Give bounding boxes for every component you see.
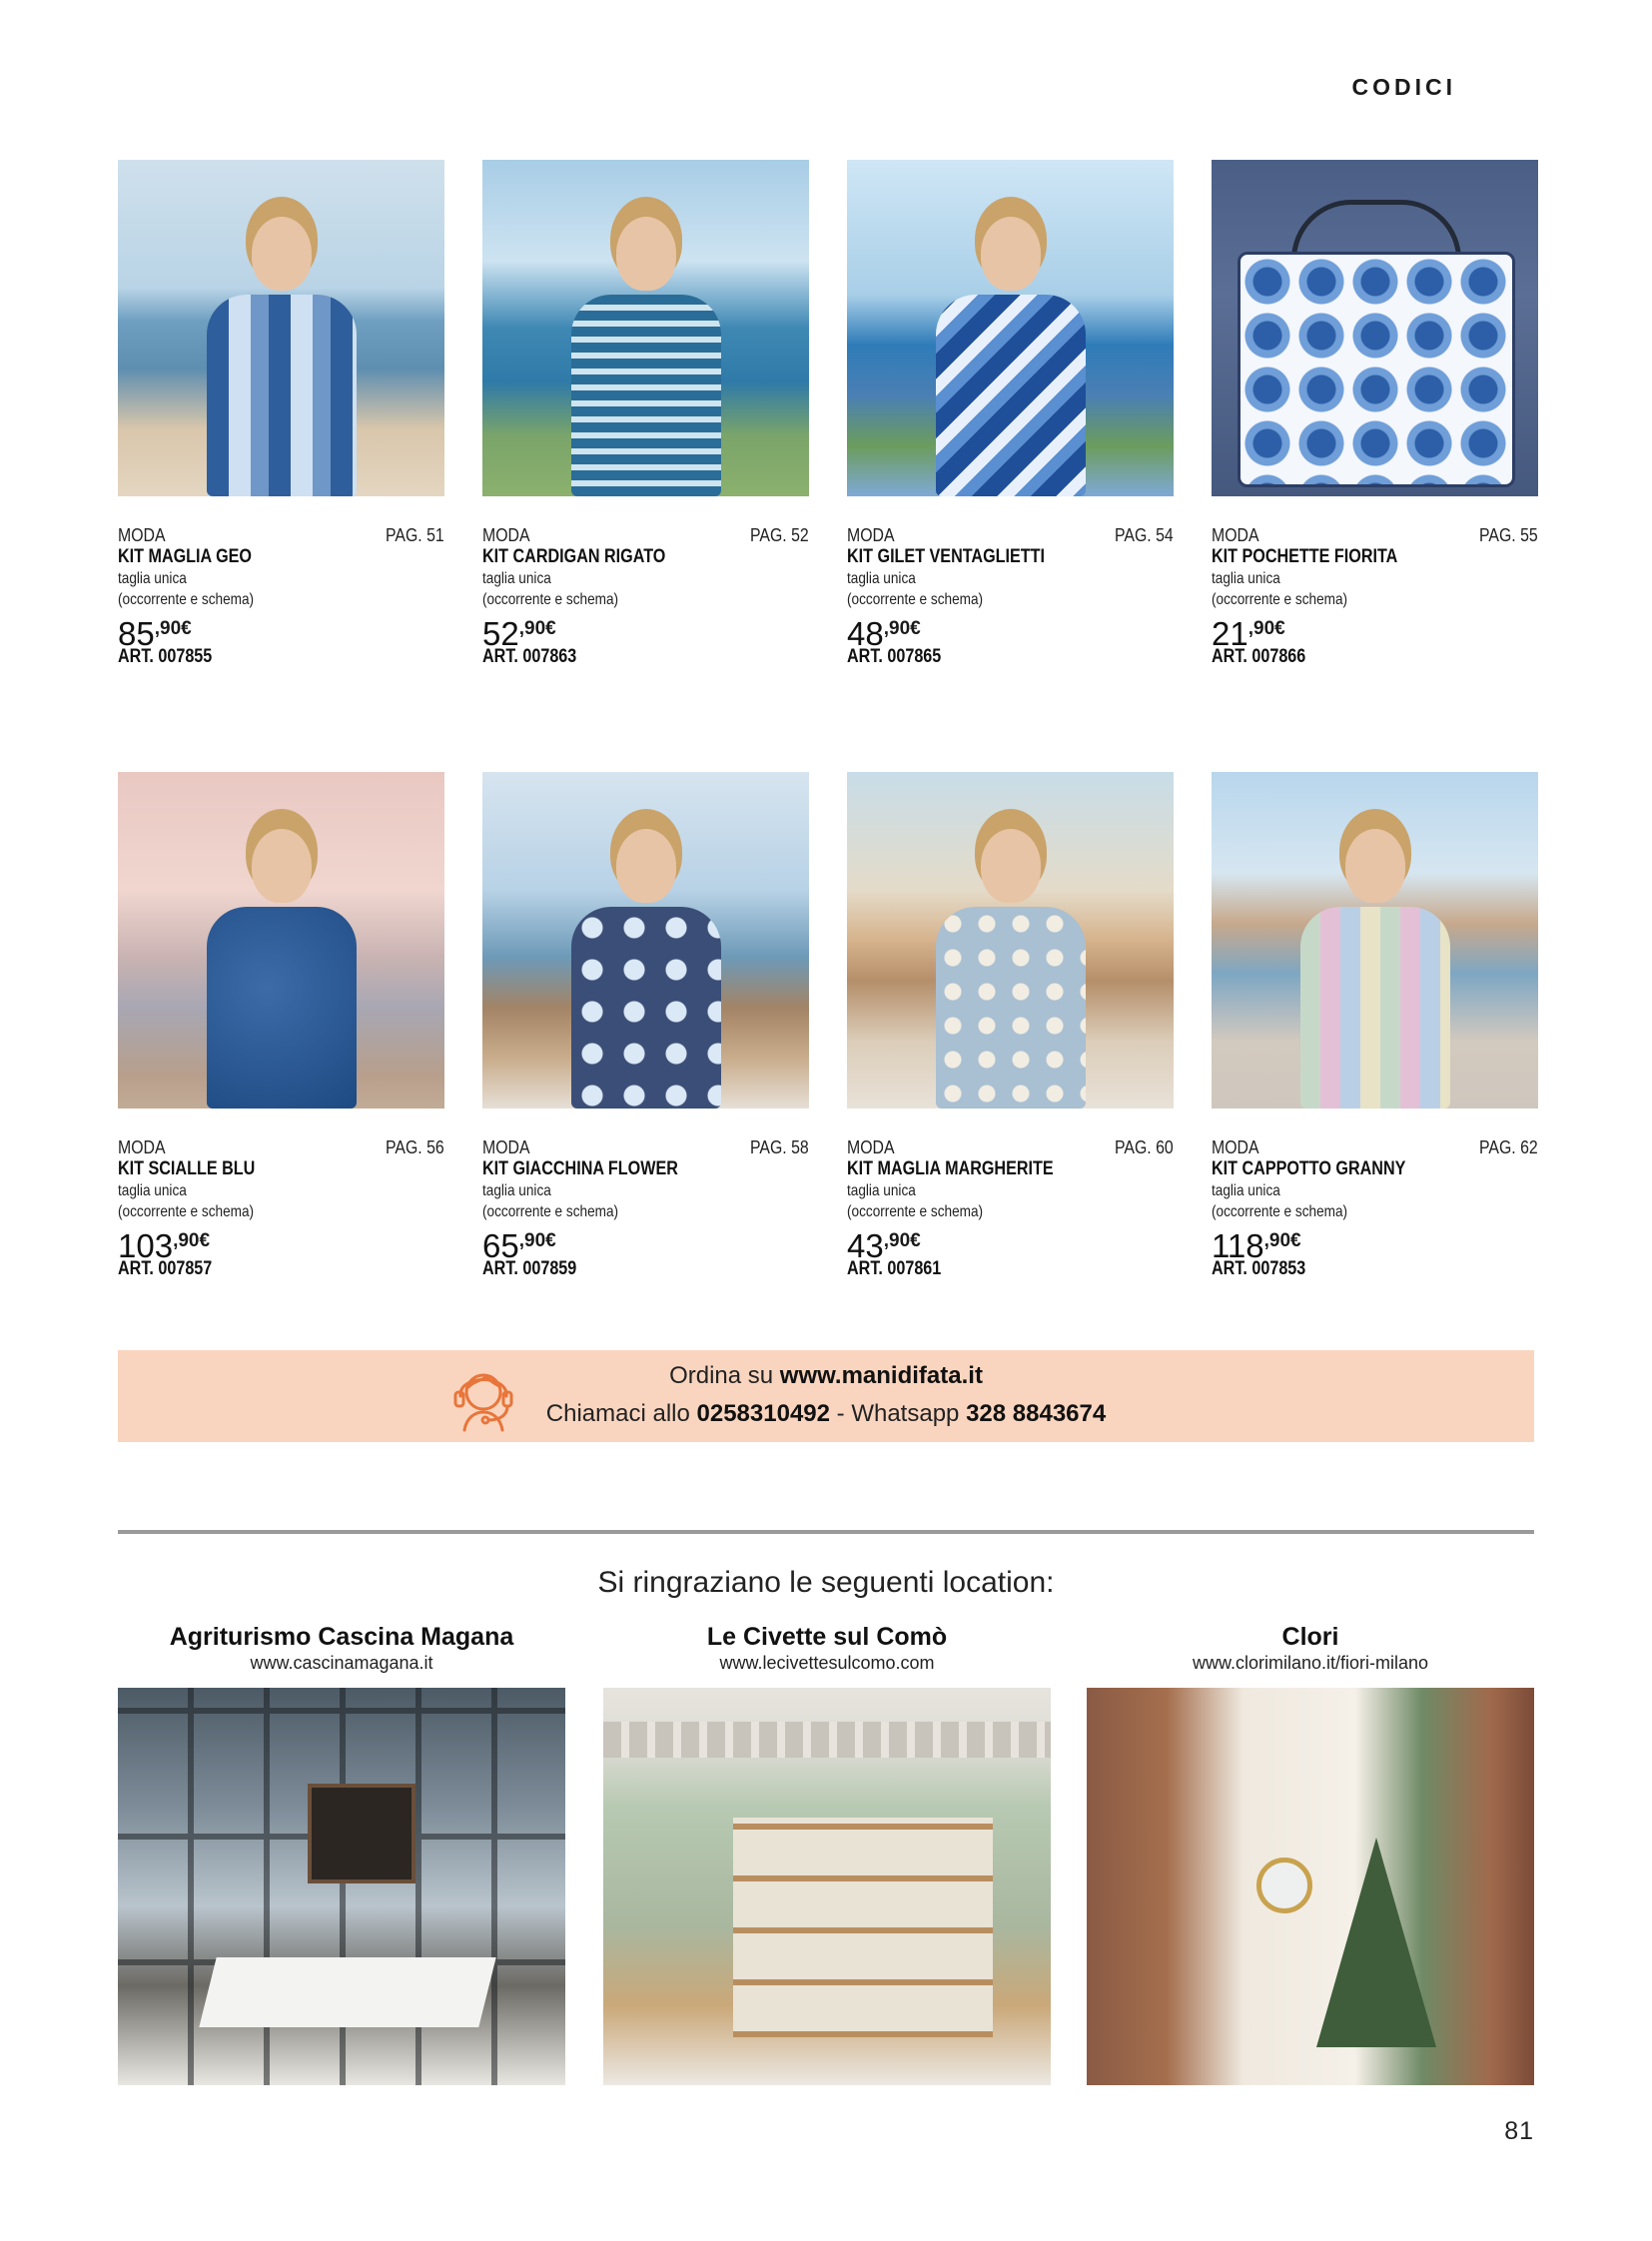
- product-size: taglia unica: [118, 570, 187, 587]
- order-prefix: Ordina su: [669, 1362, 774, 1389]
- product-photo[interactable]: [1212, 160, 1538, 496]
- product-page-ref: PAG. 60: [1115, 1137, 1174, 1157]
- product-category: MODA: [1212, 1137, 1259, 1157]
- product-price: [118, 1224, 444, 1264]
- product-name: KIT CAPPOTTO GRANNY: [1212, 1158, 1406, 1179]
- product-price: [118, 612, 444, 652]
- price-integer: 21: [1212, 615, 1248, 652]
- product-name: KIT POCHETTE FIORITA: [1212, 546, 1398, 567]
- product-code: ART. 007863: [482, 646, 577, 667]
- website-link[interactable]: www.manidifata.it: [779, 1362, 983, 1389]
- product-photo[interactable]: [1212, 772, 1538, 1109]
- price-decimal: ,90€: [1263, 1230, 1301, 1251]
- location-url[interactable]: www.clorimilano.it/fiori-milano: [1192, 1653, 1429, 1673]
- order-banner: [118, 1350, 1534, 1442]
- phone-number[interactable]: 0258310492: [696, 1400, 830, 1427]
- price-decimal: ,90€: [883, 618, 921, 639]
- product-card[interactable]: [118, 160, 444, 699]
- product-name: KIT GIACCHINA FLOWER: [482, 1158, 678, 1179]
- product-size: taglia unica: [482, 1182, 551, 1199]
- product-code: ART. 007853: [1212, 1258, 1306, 1279]
- price-integer: 52: [482, 615, 519, 652]
- product-contents: (occorrente e schema): [118, 1203, 255, 1220]
- price-decimal: ,90€: [518, 618, 556, 639]
- product-size: taglia unica: [1212, 1182, 1280, 1199]
- location-photo: [1087, 1688, 1534, 2085]
- location-url[interactable]: www.cascinamagana.it: [250, 1653, 433, 1673]
- section-divider: [118, 1530, 1534, 1534]
- order-online-line: [118, 1362, 1534, 1390]
- whatsapp-number[interactable]: 328 8843674: [966, 1400, 1107, 1427]
- page-number: 81: [1504, 2117, 1534, 2145]
- product-card[interactable]: [482, 772, 809, 1311]
- contact-line: [118, 1400, 1534, 1428]
- product-photo[interactable]: [118, 772, 444, 1109]
- product-size: taglia unica: [847, 1182, 916, 1199]
- product-code: ART. 007865: [847, 646, 942, 667]
- product-photo[interactable]: [118, 160, 444, 496]
- product-code: ART. 007866: [1212, 646, 1306, 667]
- product-card[interactable]: [847, 160, 1174, 699]
- product-photo[interactable]: [847, 160, 1174, 496]
- location-photo: [603, 1688, 1051, 2085]
- product-name: KIT MAGLIA GEO: [118, 546, 252, 567]
- section-label: CODICI: [1351, 74, 1456, 100]
- location-card[interactable]: [1087, 1622, 1534, 2085]
- product-category: MODA: [482, 525, 530, 545]
- location-name: Le Civette sul Comò: [706, 1623, 948, 1651]
- location-name: Agriturismo Cascina Magana: [169, 1623, 514, 1651]
- product-code: ART. 007861: [847, 1258, 942, 1279]
- product-page-ref: PAG. 58: [750, 1137, 809, 1157]
- product-category: MODA: [1212, 525, 1259, 545]
- product-card[interactable]: [847, 772, 1174, 1311]
- product-size: taglia unica: [1212, 570, 1280, 587]
- product-page-ref: PAG. 52: [750, 525, 809, 545]
- product-card[interactable]: [1212, 160, 1538, 699]
- product-contents: (occorrente e schema): [118, 591, 255, 608]
- product-price: [847, 612, 1174, 652]
- price-integer: 43: [847, 1227, 884, 1264]
- product-size: taglia unica: [482, 570, 551, 587]
- price-decimal: ,90€: [518, 1230, 556, 1251]
- product-price: [1212, 612, 1538, 652]
- locations-title: Si ringraziano le seguenti location:: [597, 1566, 1055, 1599]
- product-contents: (occorrente e schema): [1212, 591, 1348, 608]
- product-page-ref: PAG. 62: [1479, 1137, 1538, 1157]
- product-photo[interactable]: [482, 160, 809, 496]
- product-price: [482, 1224, 809, 1264]
- product-page-ref: PAG. 51: [386, 525, 444, 545]
- price-integer: 103: [118, 1227, 174, 1264]
- product-name: KIT GILET VENTAGLIETTI: [847, 546, 1045, 567]
- location-url[interactable]: www.lecivettesulcomo.com: [719, 1653, 935, 1673]
- product-size: taglia unica: [118, 1182, 187, 1199]
- product-category: MODA: [118, 525, 166, 545]
- location-photo: [118, 1688, 565, 2085]
- price-integer: 48: [847, 615, 884, 652]
- product-code: ART. 007859: [482, 1258, 577, 1279]
- price-decimal: ,90€: [173, 1230, 211, 1251]
- location-name: Clori: [1281, 1623, 1339, 1651]
- location-card[interactable]: [118, 1622, 565, 2085]
- product-grid-row-2: [118, 772, 1540, 1311]
- price-integer: 65: [482, 1227, 519, 1264]
- call-prefix: Chiamaci allo: [545, 1400, 690, 1427]
- price-integer: 118: [1212, 1227, 1264, 1264]
- price-decimal: ,90€: [154, 618, 192, 639]
- product-card[interactable]: [118, 772, 444, 1311]
- price-integer: 85: [118, 615, 155, 652]
- product-price: [1212, 1224, 1538, 1264]
- product-contents: (occorrente e schema): [482, 591, 619, 608]
- product-grid-row-1: [118, 160, 1540, 699]
- product-card[interactable]: [1212, 772, 1538, 1311]
- product-code: ART. 007857: [118, 1258, 213, 1279]
- product-size: taglia unica: [847, 570, 916, 587]
- product-name: KIT CARDIGAN RIGATO: [482, 546, 666, 567]
- product-card[interactable]: [482, 160, 809, 699]
- product-category: MODA: [482, 1137, 530, 1157]
- product-contents: (occorrente e schema): [482, 1203, 619, 1220]
- product-price: [482, 612, 809, 652]
- product-code: ART. 007855: [118, 646, 213, 667]
- product-contents: (occorrente e schema): [847, 591, 984, 608]
- whatsapp-prefix: - Whatsapp: [836, 1400, 960, 1427]
- product-contents: (occorrente e schema): [847, 1203, 984, 1220]
- price-decimal: ,90€: [883, 1230, 921, 1251]
- product-page-ref: PAG. 54: [1115, 525, 1174, 545]
- product-photo[interactable]: [482, 772, 809, 1109]
- product-name: KIT MAGLIA MARGHERITE: [847, 1158, 1054, 1179]
- product-category: MODA: [118, 1137, 166, 1157]
- product-page-ref: PAG. 56: [386, 1137, 444, 1157]
- product-category: MODA: [847, 525, 895, 545]
- product-contents: (occorrente e schema): [1212, 1203, 1348, 1220]
- product-price: [847, 1224, 1174, 1264]
- location-card[interactable]: [603, 1622, 1051, 2085]
- product-photo[interactable]: [847, 772, 1174, 1109]
- price-decimal: ,90€: [1247, 618, 1285, 639]
- product-category: MODA: [847, 1137, 895, 1157]
- product-name: KIT SCIALLE BLU: [118, 1158, 256, 1179]
- product-page-ref: PAG. 55: [1479, 525, 1538, 545]
